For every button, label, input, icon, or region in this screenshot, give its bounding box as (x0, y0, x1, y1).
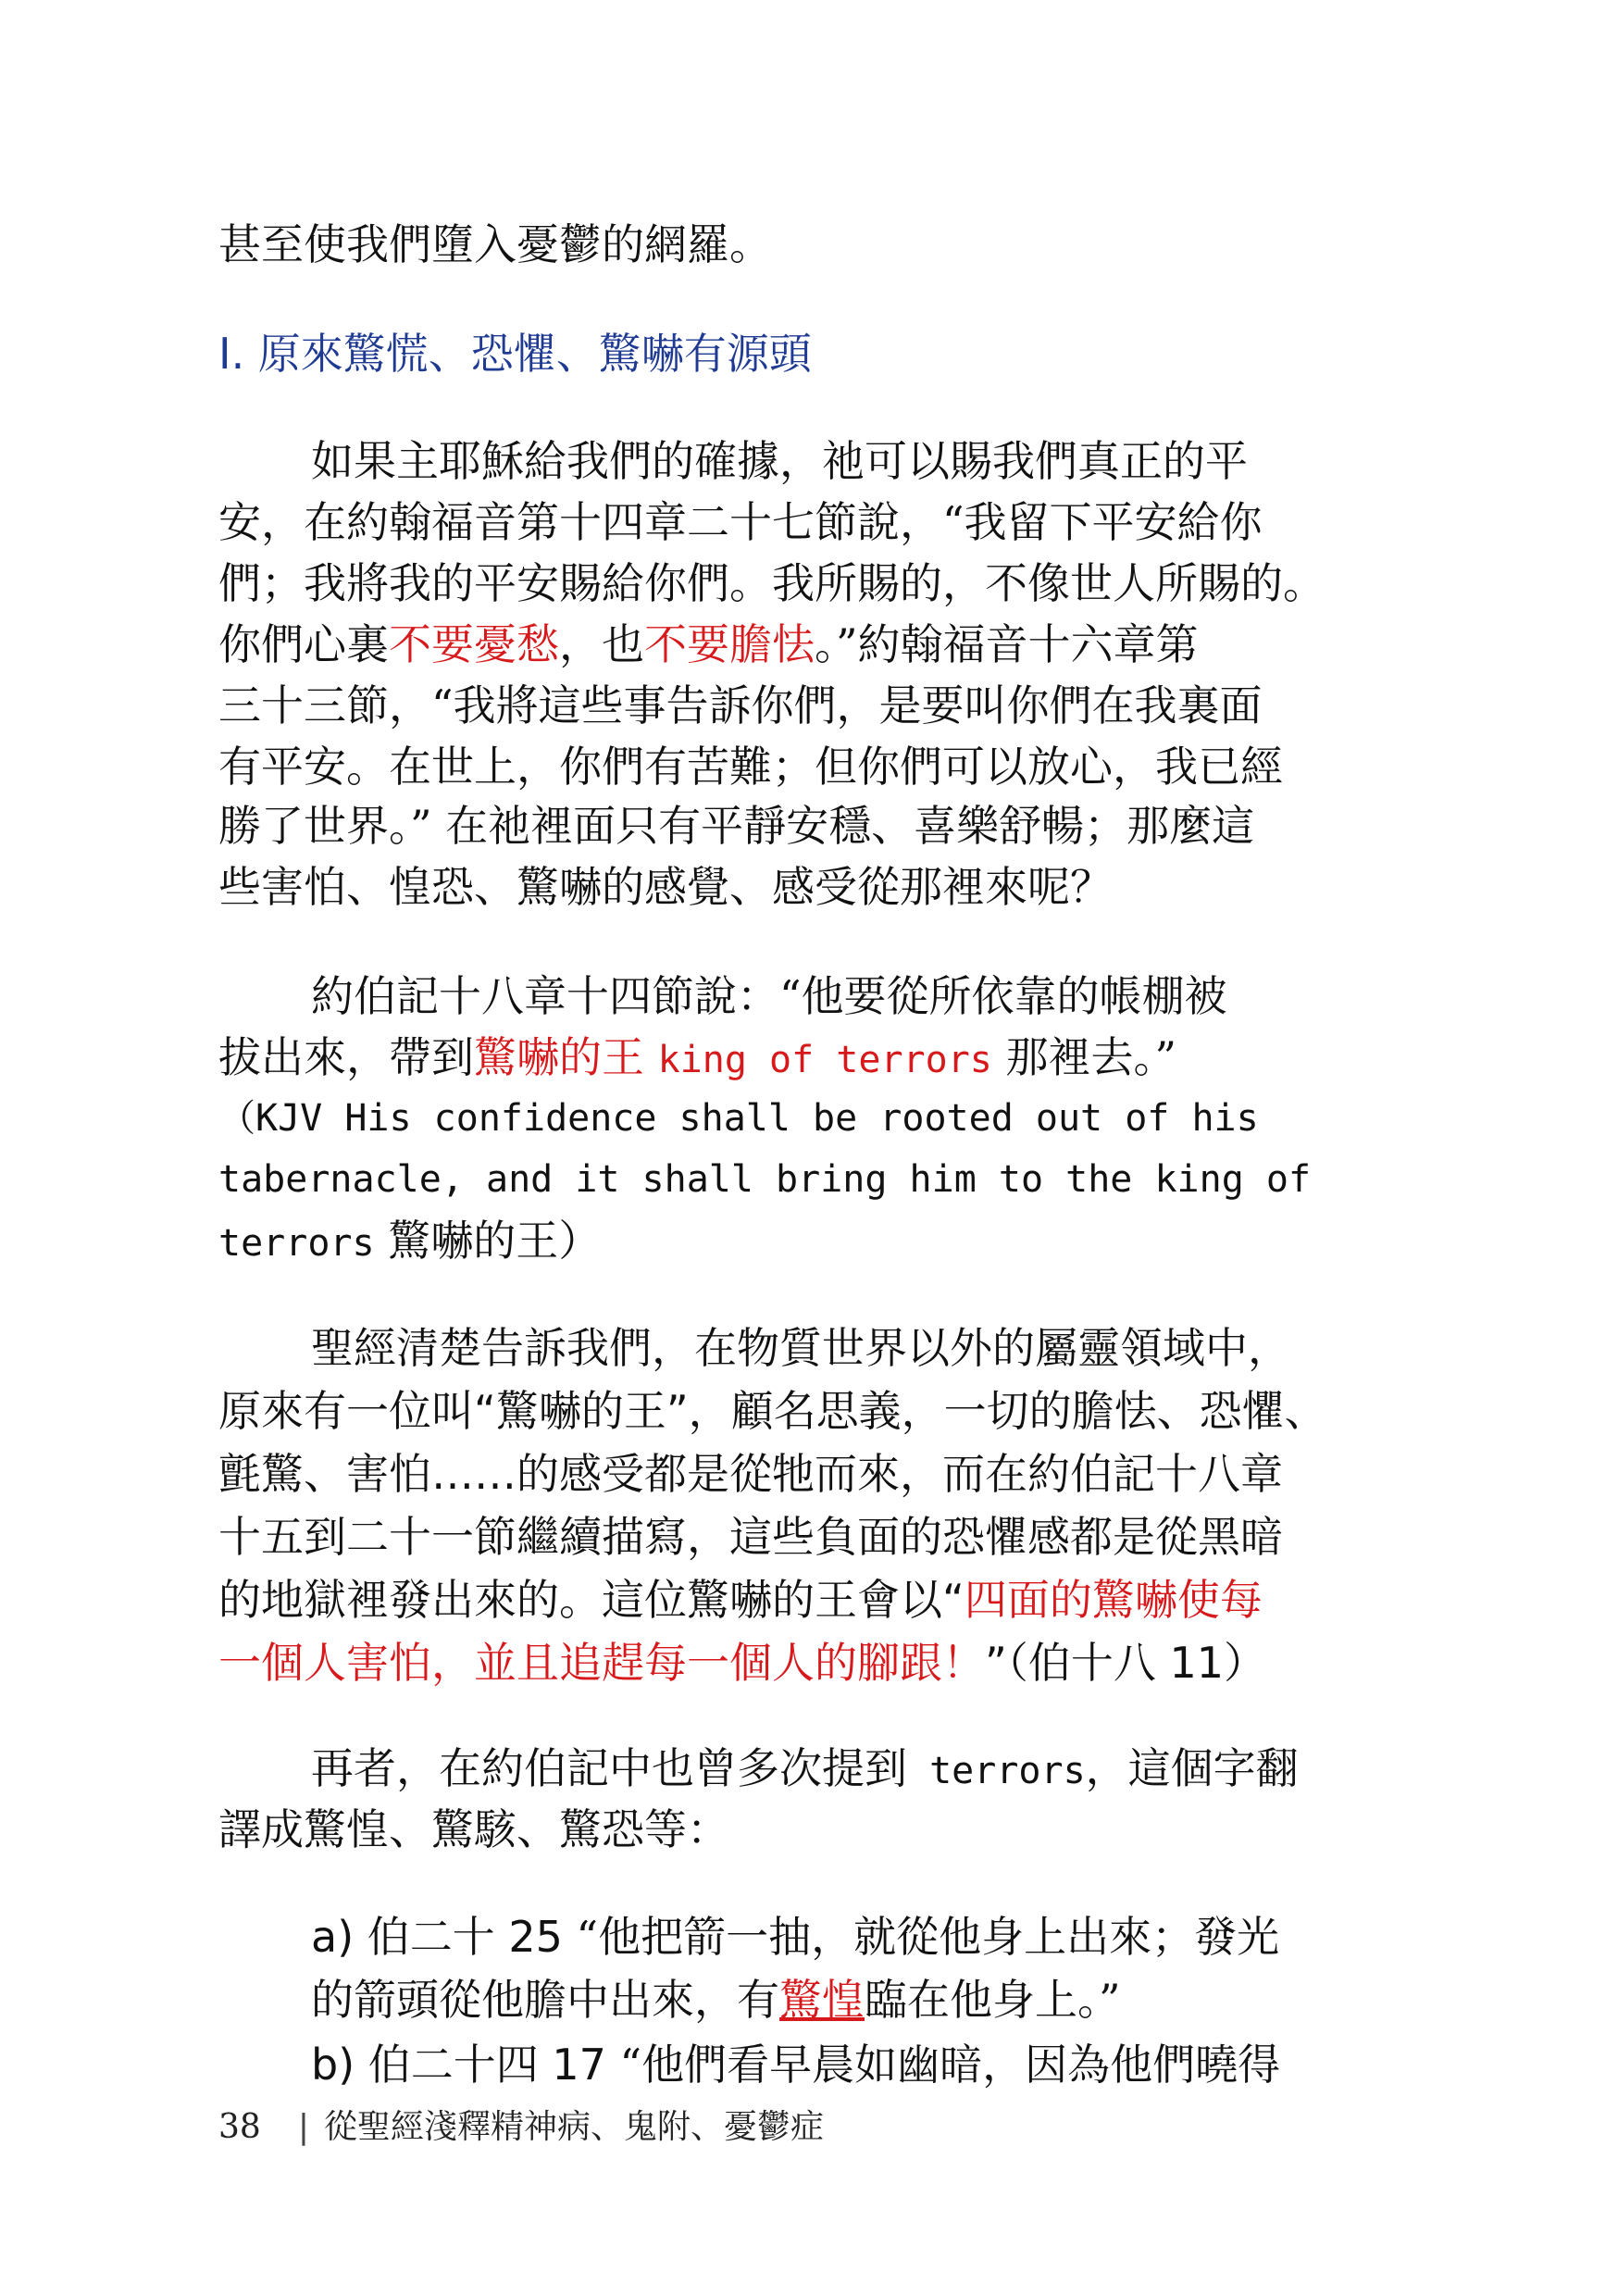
text-line: 勝了世界。” 在祂裡面只有平靜安穩、喜樂舒暢；那麼這 (218, 801, 1255, 851)
red-emphasis: 驚嚇的王 (474, 1032, 644, 1082)
scripture-quote: “他們看早晨如幽暗，因為他們曉得 (619, 2040, 1281, 2090)
text-line: 三十三節，“我將這些事告訴你們，是要叫你們在我裏面 (218, 680, 1263, 730)
red-emphasis: 驚惶 (779, 1975, 865, 2025)
scripture-quote: “他要從所依靠的帳棚被 (779, 971, 1227, 1021)
red-emphasis: 四面的驚嚇使每 (964, 1575, 1263, 1625)
scripture-quote: “我留下平安給你 (942, 497, 1263, 547)
scripture-quote: “我將這些事告訴你們，是要叫你們在我裏面 (431, 680, 1263, 730)
list-item-a: 的箭頭從他膽中出來，有驚惶臨在他身上。” (311, 1975, 1121, 2025)
red-emphasis: 不要憂愁 (389, 619, 559, 669)
text-line: 你們心裏不要憂愁，也不要膽怯。”約翰福音十六章第 (218, 619, 1199, 669)
footer-divider: | (297, 2108, 309, 2146)
scripture-quote: “他把箭一抽，就從他身上出來；發光 (576, 1912, 1280, 1962)
page-number: 38 (218, 2108, 261, 2146)
page-footer (218, 2102, 824, 2153)
text-line: 安，在約翰福音第十四章二十七節說，“我留下平安給你 (218, 497, 1263, 547)
kjv-quote: terrors 驚嚇的王） (218, 1216, 602, 1266)
text-line: 原來有一位叫“驚嚇的王”，顧名思義，一切的膽怯、恐懼、 (218, 1386, 1327, 1436)
text-line: 一個人害怕，並且追趕每一個人的腳跟！”（伯十八 11） (218, 1638, 1266, 1688)
text-line: 的地獄裡發出來的。這位驚嚇的王會以“四面的驚嚇使每 (218, 1575, 1263, 1625)
book-title: 從聖經淺釋精神病、鬼附、憂鬱症 (323, 2108, 824, 2146)
section-heading: I. 原來驚慌、恐懼、驚嚇有源頭 (218, 329, 812, 379)
text-line: 甚至使我們墮入憂鬱的網羅。 (218, 219, 772, 269)
red-emphasis: king of terrors (657, 1039, 992, 1081)
list-item-a: a) 伯二十 25 “他把箭一抽，就從他身上出來；發光 (311, 1912, 1280, 1962)
text-line: 些害怕、惶恐、驚嚇的感覺、感受從那裡來呢？ (218, 862, 1113, 912)
red-emphasis: 一個人害怕，並且追趕每一個人的腳跟！ (218, 1638, 985, 1688)
text-line: 拔出來，帶到驚嚇的王 king of terrors 那裡去。” (218, 1032, 1177, 1082)
scripture-quote: 有平安。在世上，你們有苦難；但你們可以放心，我已經 (218, 742, 1283, 792)
text-line: 氈驚、害怕……的感受都是從牠而來，而在約伯記十八章 (218, 1449, 1283, 1499)
red-emphasis: 不要膽怯 (644, 619, 815, 669)
text-line: 約伯記十八章十四節說：“他要從所依靠的帳棚被 (311, 971, 1227, 1021)
text-line: 再者，在約伯記中也曾多次提到 terrors，這個字翻 (311, 1743, 1299, 1793)
text-line: 如果主耶穌給我們的確據，祂可以賜我們真正的平 (311, 436, 1248, 486)
scripture-quote: 們；我將我的平安賜給你們。我所賜的，不像世人所賜的。 (218, 558, 1326, 608)
kjv-quote: （KJV His confidence shall be rooted out of his (218, 1097, 1259, 1140)
kjv-quote: tabernacle, and it shall bring him to the king of (218, 1158, 1312, 1201)
text-line: 十五到二十一節繼續描寫，這些負面的恐懼感都是從黑暗 (218, 1512, 1283, 1562)
list-item-b: b) 伯二十四 17 “他們看早晨如幽暗，因為他們曉得 (311, 2040, 1281, 2090)
text-line: 聖經清楚告訴我們，在物質世界以外的屬靈領域中， (311, 1323, 1290, 1373)
text-line: 譯成驚惶、驚駭、驚恐等： (218, 1804, 729, 1854)
